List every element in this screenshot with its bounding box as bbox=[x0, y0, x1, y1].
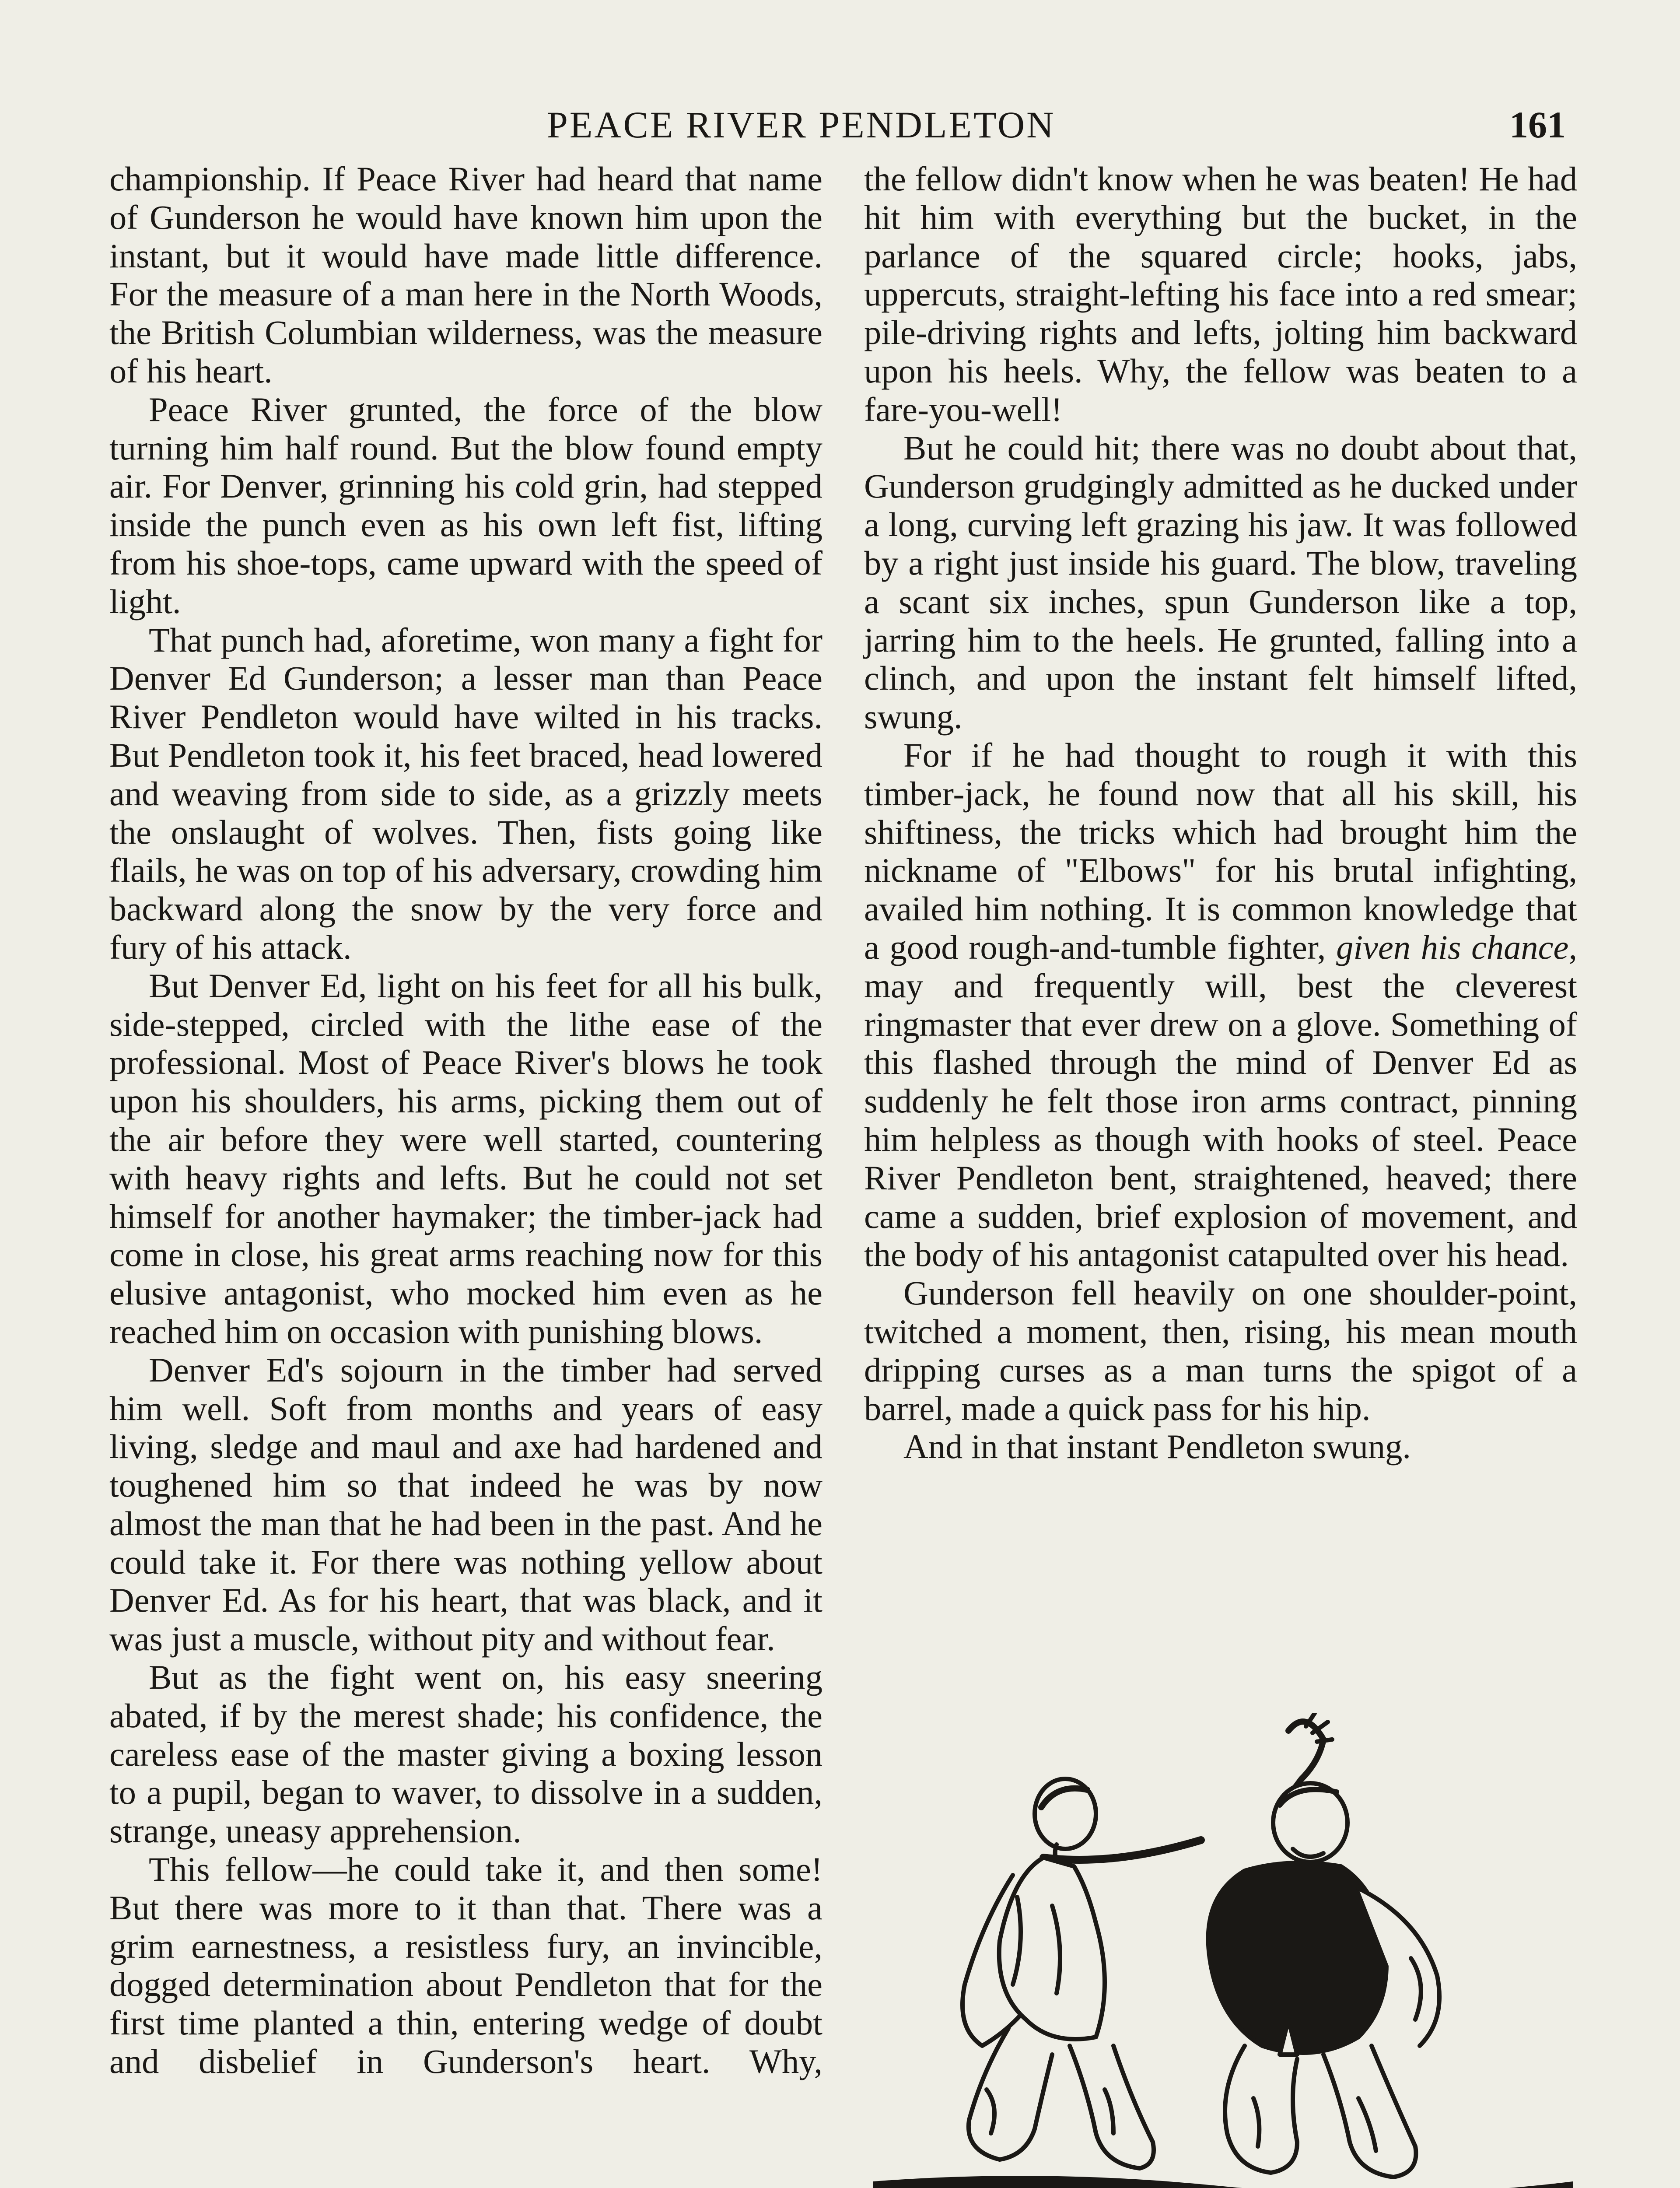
left-fighter bbox=[962, 1779, 1201, 2168]
left-paragraph-1: championship. If Peace River had heard that name of Gunderson he would have known him upon the instant, but it would have made little difference. For the measure of a man here in the North Woods, the British Columbian wilderness, was the measure of his heart. bbox=[109, 160, 822, 390]
left-paragraph-2: Peace River grunted, the force of the blow turning him half round. But the blow found empty air. For Denver, grinning his cold grin, had stepped inside the punch even as his own left fist, lifting from his shoe-tops, came upward with the speed of light. bbox=[109, 390, 822, 621]
fight-illustration bbox=[868, 1713, 1577, 2188]
left-paragraph-4: But Denver Ed, light on his feet for all his bulk, side-stepped, circled with the lithe ease of the professional. Most of Peace River's blows he took upon his shoulders, his arms, picking them out of the air before they were well started, countering with heavy rights and lefts. But he could not set himself for another haymaker; the timber-jack had come in close, his great arms reaching now for this elusive antagonist, who mocked him even as he reached him on occasion with punishing blows. bbox=[109, 966, 822, 1350]
italic-phrase: given his chance, bbox=[1336, 928, 1577, 966]
page-number: 161 bbox=[1509, 104, 1566, 146]
left-paragraph-6: But as the fight went on, his easy sneering abated, if by the merest shade; his confidence, the careless ease of the master giving a boxing lesson to a pupil, began to waver, to dissolve in a sudden, strange, uneasy apprehension. bbox=[109, 1658, 822, 1850]
page-header bbox=[0, 101, 1680, 149]
right-column bbox=[864, 160, 1577, 1466]
right-paragraph-3: For if he had thought to rough it with this timber-jack, he found now that all his skill, his shiftiness, the tricks which had brought him the nickname of "Elbows" for his brutal infighting, availed him nothing. It is common knowledge that a good rough-and-tumble fighter, given his chance, may and frequently will, best the cleverest ringmaster that ever drew on a glove. Something of this flashed through the mind of Denver Ed as suddenly he felt those iron arms contract, pinning him helpless as though with hooks of steel. Peace River Pendleton bent, straightened, heaved; there came a sudden, brief explosion of movement, and the body of his antagonist catapulted over his head. bbox=[864, 736, 1577, 1274]
fight-illustration-drawing bbox=[868, 1713, 1577, 2188]
right-paragraph-5: And in that instant Pendleton swung. bbox=[903, 1427, 1411, 1466]
left-paragraph-7: This fellow—he could take it, and then some! But there was more to it than that. There was a grim earnestness, a resistless fury, an invincible, dogged determination about Pendleton that for the first time planted a thin, entering wedge of doubt and disbelief in Gunderson's heart. Why, bbox=[109, 1850, 822, 2081]
left-paragraph-3: That punch had, aforetime, won many a fight for Denver Ed Gunderson; a lesser man than Peace River Pendleton would have wilted in his tracks. But Pendleton took it, his feet braced, head lowered and weaving from side to side, as a grizzly meets the onslaught of wolves. Then, fists going like flails, he was on top of his adversary, crowding him backward along the snow by the very force and fury of his attack. bbox=[109, 621, 822, 966]
right-paragraph-4: Gunderson fell heavily on one shoulder-point, twitched a moment, then, rising, his mean mouth dripping curses as a man turns the spigot of a barrel, made a quick pass for his hip. bbox=[864, 1274, 1577, 1427]
ground-shadow bbox=[873, 2176, 1573, 2188]
running-title: PEACE RIVER PENDLETON bbox=[547, 104, 1056, 146]
right-fighter bbox=[1208, 1713, 1439, 2177]
right-paragraph-1: the fellow didn't know when he was beaten! He had hit him with everything but the bucket, in the parlance of the squared circle; hooks, jabs, uppercuts, straight-lefting his face into a red smear; pile-driving rights and lefts, jolting him backward upon his heels. Why, the fellow was beaten to a fare-you-well! bbox=[864, 160, 1577, 428]
left-column bbox=[109, 160, 822, 2081]
left-paragraph-5: Denver Ed's sojourn in the timber had served him well. Soft from months and years of easy living, sledge and maul and axe had hardened and toughened him so that indeed he was by now almost the man that he had been in the past. And he could take it. For there was nothing yellow about Denver Ed. As for his heart, that was black, and it was just a muscle, without pity and without fear. bbox=[109, 1350, 822, 1658]
right-paragraph-2: But he could hit; there was no doubt about that, Gunderson grudgingly admitted as he ducked under a long, curving left grazing his jaw. It was followed by a right just inside his guard. The blow, traveling a scant six inches, spun Gunderson like a top, jarring him to the heels. He grunted, falling into a clinch, and upon the instant felt himself lifted, swung. bbox=[864, 428, 1577, 736]
